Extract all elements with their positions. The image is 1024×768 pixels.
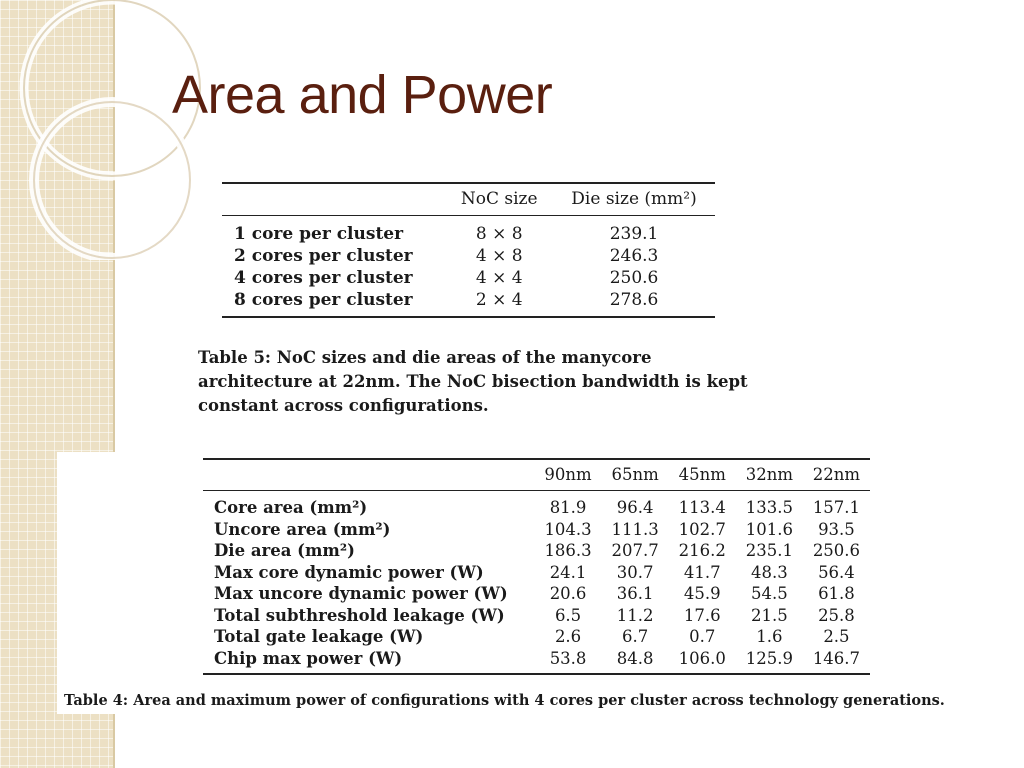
table-cell: 41.7 <box>683 562 721 582</box>
table-row <box>203 540 870 562</box>
table-cell: 53.8 <box>549 648 587 668</box>
table-5-caption: Table 5: NoC sizes and die areas of the manycore architecture at 22nm. The NoC bisection bandwidth is kept constant across configurations. <box>198 348 748 415</box>
table-cell: 2.6 <box>554 627 582 646</box>
table-cell: 81.9 <box>549 498 587 517</box>
table-cell: 56.4 <box>818 562 855 582</box>
row-label: Total gate leakage (W) <box>214 627 424 646</box>
table-cell: 48.3 <box>750 562 788 582</box>
table-row <box>203 491 870 519</box>
table-row <box>203 648 870 675</box>
table-cell: 11.2 <box>616 605 654 625</box>
table-cell: 125.9 <box>745 648 793 668</box>
table-header-row <box>222 183 715 216</box>
row-label: Max core dynamic power (W) <box>214 562 484 582</box>
table-cell: 102.7 <box>678 519 726 539</box>
table-cell: 25.8 <box>818 605 855 625</box>
table-cell: 216.2 <box>678 541 726 560</box>
noc-size-table <box>222 182 715 318</box>
column-header <box>222 183 445 216</box>
table-cell: 157.1 <box>812 498 861 517</box>
table-row <box>203 605 870 627</box>
table-row <box>222 289 715 317</box>
table-row <box>203 519 870 541</box>
row-label: Uncore area (mm²) <box>214 519 391 539</box>
table-row <box>222 267 715 289</box>
row-label: Die area (mm²) <box>214 541 355 560</box>
row-label: Chip max power (W) <box>214 648 403 668</box>
table-cell: 250.6 <box>812 541 861 560</box>
column-header: 65nm <box>602 459 669 491</box>
table-cell: 104.3 <box>544 519 592 539</box>
table-cell: 36.1 <box>616 584 654 603</box>
table-cell: 111.3 <box>611 519 659 539</box>
row-label: 4 cores per cluster <box>234 268 413 288</box>
slide-title: Area and Power <box>172 65 553 125</box>
table-cell: 278.6 <box>609 290 659 310</box>
row-label: 8 cores per cluster <box>234 290 413 310</box>
column-header: 45nm <box>669 459 736 491</box>
row-label: Core area (mm²) <box>214 498 368 517</box>
table-cell: 207.7 <box>611 541 659 560</box>
table-cell: 2.5 <box>823 627 850 646</box>
table-cell: 4 × 4 <box>475 268 523 288</box>
column-header: NoC size <box>445 183 553 216</box>
table-cell: 113.4 <box>678 498 726 517</box>
decorative-circles <box>0 0 260 260</box>
table-row <box>203 562 870 584</box>
row-label: 2 cores per cluster <box>234 246 413 266</box>
table-cell: 45.9 <box>683 584 721 603</box>
table-row <box>203 583 870 605</box>
table-row <box>222 245 715 267</box>
table-cell: 8 × 8 <box>475 224 523 244</box>
table-cell: 21.5 <box>750 605 788 625</box>
row-label: Total subthreshold leakage (W) <box>214 605 505 625</box>
column-header: Die size (mm²) <box>553 183 715 216</box>
table-cell: 96.4 <box>616 498 654 517</box>
table-cell: 133.5 <box>745 498 793 517</box>
table-cell: 54.5 <box>750 584 788 603</box>
column-header: 90nm <box>535 459 602 491</box>
table-cell: 93.5 <box>818 519 855 539</box>
row-label: Max uncore dynamic power (W) <box>214 584 508 603</box>
table-cell: 250.6 <box>609 268 659 288</box>
table-cell: 24.1 <box>549 562 587 582</box>
table-row <box>222 216 715 246</box>
table-cell: 20.6 <box>549 584 587 603</box>
table-cell: 101.6 <box>745 519 793 539</box>
table-cell: 84.8 <box>616 648 654 668</box>
column-header: 22nm <box>803 459 870 491</box>
table-cell: 17.6 <box>683 605 721 625</box>
table-header-row <box>203 459 870 491</box>
table-cell: 61.8 <box>818 584 855 603</box>
table-row <box>203 626 870 648</box>
table-cell: 6.7 <box>622 627 649 646</box>
table-cell: 1.6 <box>756 627 783 646</box>
table-cell: 146.7 <box>812 648 861 668</box>
table-cell: 246.3 <box>609 246 659 266</box>
column-header: 32nm <box>736 459 803 491</box>
column-header <box>203 459 535 491</box>
area-power-table <box>203 458 870 675</box>
table-cell: 239.1 <box>609 224 659 244</box>
table-cell: 2 × 4 <box>475 290 523 310</box>
table-cell: 0.7 <box>689 627 716 646</box>
table-4-caption: Table 4: Area and maximum power of configurations with 4 cores per cluster across technology generations. <box>64 692 945 709</box>
table-cell: 186.3 <box>544 541 592 560</box>
table-cell: 30.7 <box>616 562 654 582</box>
table-cell: 235.1 <box>745 541 793 560</box>
table-cell: 4 × 8 <box>475 246 523 266</box>
table-cell: 6.5 <box>554 605 582 625</box>
table-cell: 106.0 <box>678 648 726 668</box>
row-label: 1 core per cluster <box>234 224 404 244</box>
